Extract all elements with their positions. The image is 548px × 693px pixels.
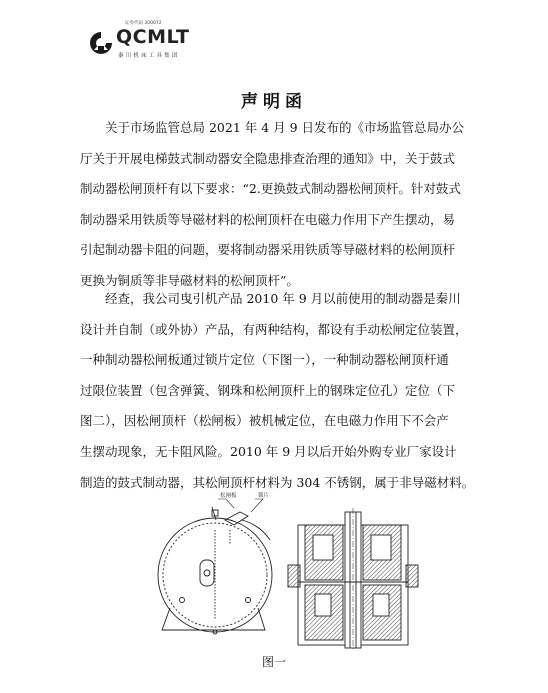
- document-title: 声明函: [241, 92, 307, 112]
- logo-wordmark: QCMLT: [116, 26, 190, 48]
- paragraph-line: 设计并自制（或外协）产品，有两种结构，都设有手动松闸定位装置，: [80, 321, 468, 337]
- stock-code-text: 证券代码 300072: [125, 21, 162, 26]
- paragraph-1: [80, 113, 500, 297]
- paragraph-line: 引起制动器卡阻的问题，要将制动器采用铁质等导磁材料的松闸顶杆: [80, 242, 456, 258]
- callout-release-plate: 松闸板: [220, 493, 237, 499]
- logo-mark-icon: [88, 30, 114, 54]
- paragraph-line: 更换为铜质等非导磁材料的松闸顶杆”。: [80, 272, 299, 288]
- paragraph-line: 制造的鼓式制动器，其松闸顶杆材料为 304 不锈钢，属于非导磁材料。: [80, 474, 475, 490]
- paragraph-line: 过限位装置（包含弹簧、钢珠和松闸顶杆上的钢珠定位孔）定位（下: [80, 382, 456, 398]
- brake-section-view: [288, 508, 418, 650]
- brake-front-view: [158, 499, 272, 634]
- paragraph-line: 一种制动器松闸板通过锁片定位（下图一），一种制动器松闸顶杆通: [80, 352, 449, 368]
- company-logo: [88, 20, 192, 70]
- paragraph-line: 制动器采用铁质等导磁材料的松闸顶杆在电磁力作用下产生摆动，易: [80, 211, 456, 227]
- paragraph-line: 制动器松闸顶杆有以下要求：“2.更换鼓式制动器松闸顶杆。针对鼓式: [80, 181, 461, 197]
- brake-drawing-figure: [130, 490, 430, 650]
- paragraph-line: 厅关于开展电梯鼓式制动器安全隐患排查治理的通知》中，关于鼓式: [80, 150, 456, 166]
- paragraph-line: 生摆动现象，无卡阻风险。2010 年 9 月以后开始外购专业厂家设计: [80, 443, 457, 459]
- paragraph-line: 经查，我公司曳引机产品 2010 年 9 月以前使用的制动器是秦川: [105, 291, 461, 306]
- callout-lock-plate: 锁片: [258, 493, 270, 499]
- figure-caption: 图一: [261, 655, 286, 669]
- logo-subtitle: 秦川机床工具集团: [118, 53, 180, 59]
- paragraph-2: [80, 284, 500, 498]
- paragraph-line: 关于市场监管总局 2021 年 4 月 9 日发布的《市场监管总局办公: [105, 120, 465, 135]
- paragraph-line: 图二），因松闸顶杆（松闸板）被机械定位，在电磁力作用下不会产: [80, 413, 449, 429]
